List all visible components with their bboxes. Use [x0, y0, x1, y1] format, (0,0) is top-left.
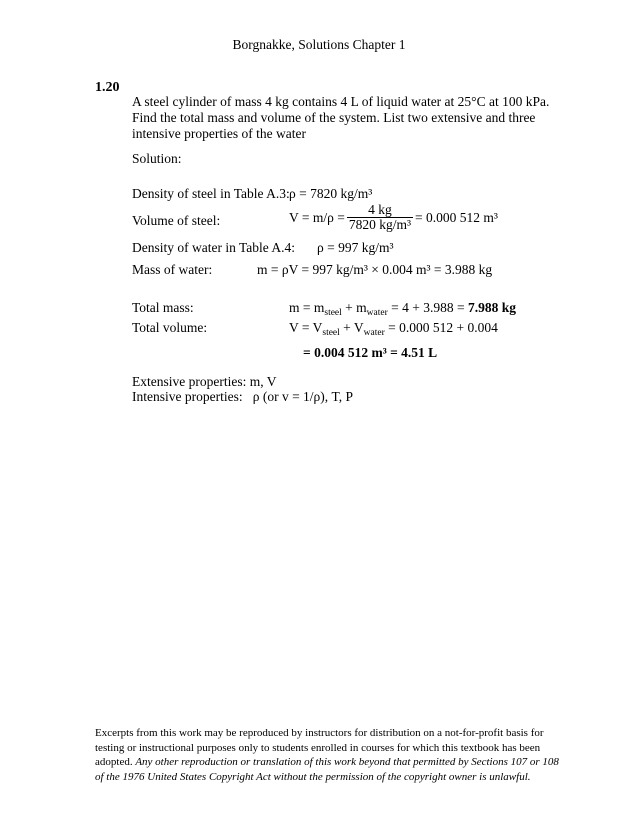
- intensive-properties: [132, 389, 353, 405]
- total-volume-label: Total volume:: [132, 320, 208, 335]
- expr-part: = 0.000 512 + 0.004: [384, 320, 498, 335]
- intensive-value: ρ (or v = 1/ρ), T, P: [252, 389, 354, 404]
- total-volume-result: [303, 345, 437, 361]
- subscript: steel: [324, 308, 342, 318]
- fraction-denominator: 7820 kg/m³: [348, 217, 412, 232]
- problem-line: Find the total mass and volume of the system. List two extensive and three: [132, 110, 536, 125]
- subscript: water: [363, 328, 385, 338]
- total-mass-expr: [289, 300, 516, 316]
- expr-part: = 4 + 3.988 =: [387, 300, 468, 315]
- footer-italic-text: Any other reproduction or translation of this work beyond that permitted by Sections 107 or 108: [135, 756, 559, 768]
- steel-volume-label: Volume of steel:: [132, 213, 221, 228]
- total-volume-result-text: = 0.004 512 m³ = 4.51 L: [303, 345, 438, 360]
- solution-label: Solution:: [132, 151, 182, 166]
- steel-volume-rhs: = 0.000 512 m³: [415, 209, 498, 225]
- steel-volume-lhs: V = m/ρ =: [289, 209, 345, 225]
- footer-line: Excerpts from this work may be reproduced by instructors for distribution on a not-for-profit basis for: [95, 727, 544, 739]
- problem-statement: [132, 94, 549, 142]
- total-mass-result: 7.988 kg: [468, 300, 517, 315]
- steel-density-label: Density of steel in Table A.3:: [132, 186, 290, 201]
- extensive-value: m, V: [249, 374, 277, 389]
- intensive-label: Intensive properties:: [132, 389, 243, 404]
- footer-line: [95, 770, 545, 785]
- footer-text: adopted.: [95, 756, 136, 768]
- page-header: Borgnakke, Solutions Chapter 1: [232, 37, 406, 52]
- expr-part: + V: [339, 320, 364, 335]
- steel-volume-fraction: [347, 203, 413, 232]
- water-mass-label: Mass of water:: [132, 262, 213, 277]
- extensive-label: Extensive properties:: [132, 374, 247, 389]
- fraction-numerator: 4 kg: [368, 202, 392, 217]
- extensive-properties: [132, 374, 276, 390]
- problem-line: A steel cylinder of mass 4 kg contains 4 L of liquid water at 25°C at 100 kPa.: [132, 94, 550, 109]
- subscript: steel: [322, 328, 340, 338]
- expr-part: V = V: [289, 320, 323, 335]
- problem-line: intensive properties of the water: [132, 126, 306, 141]
- water-density-expr: ρ = 997 kg/m³: [317, 240, 394, 255]
- footer-line: testing or instructional purposes only to students enrolled in courses for which this textbook has been: [95, 741, 541, 754]
- subscript: water: [366, 308, 388, 318]
- expr-part: m = m: [289, 300, 325, 315]
- copyright-footer: [95, 726, 559, 784]
- footer-italic-text: of the 1976 United States Copyright Act without the permission of the copyright owner is unlawful.: [95, 770, 531, 783]
- footer-line: [95, 755, 559, 770]
- water-density-label: Density of water in Table A.4:: [132, 240, 296, 255]
- steel-volume-equation: [289, 203, 498, 232]
- water-mass-expr: m = ρV = 997 kg/m³ × 0.004 m³ = 3.988 kg: [257, 262, 493, 277]
- steel-density-expr: ρ = 7820 kg/m³: [289, 186, 373, 201]
- expr-part: + m: [341, 300, 367, 315]
- total-volume-expr: [289, 320, 498, 336]
- problem-number: 1.20: [95, 80, 120, 95]
- total-mass-label: Total mass:: [132, 300, 194, 315]
